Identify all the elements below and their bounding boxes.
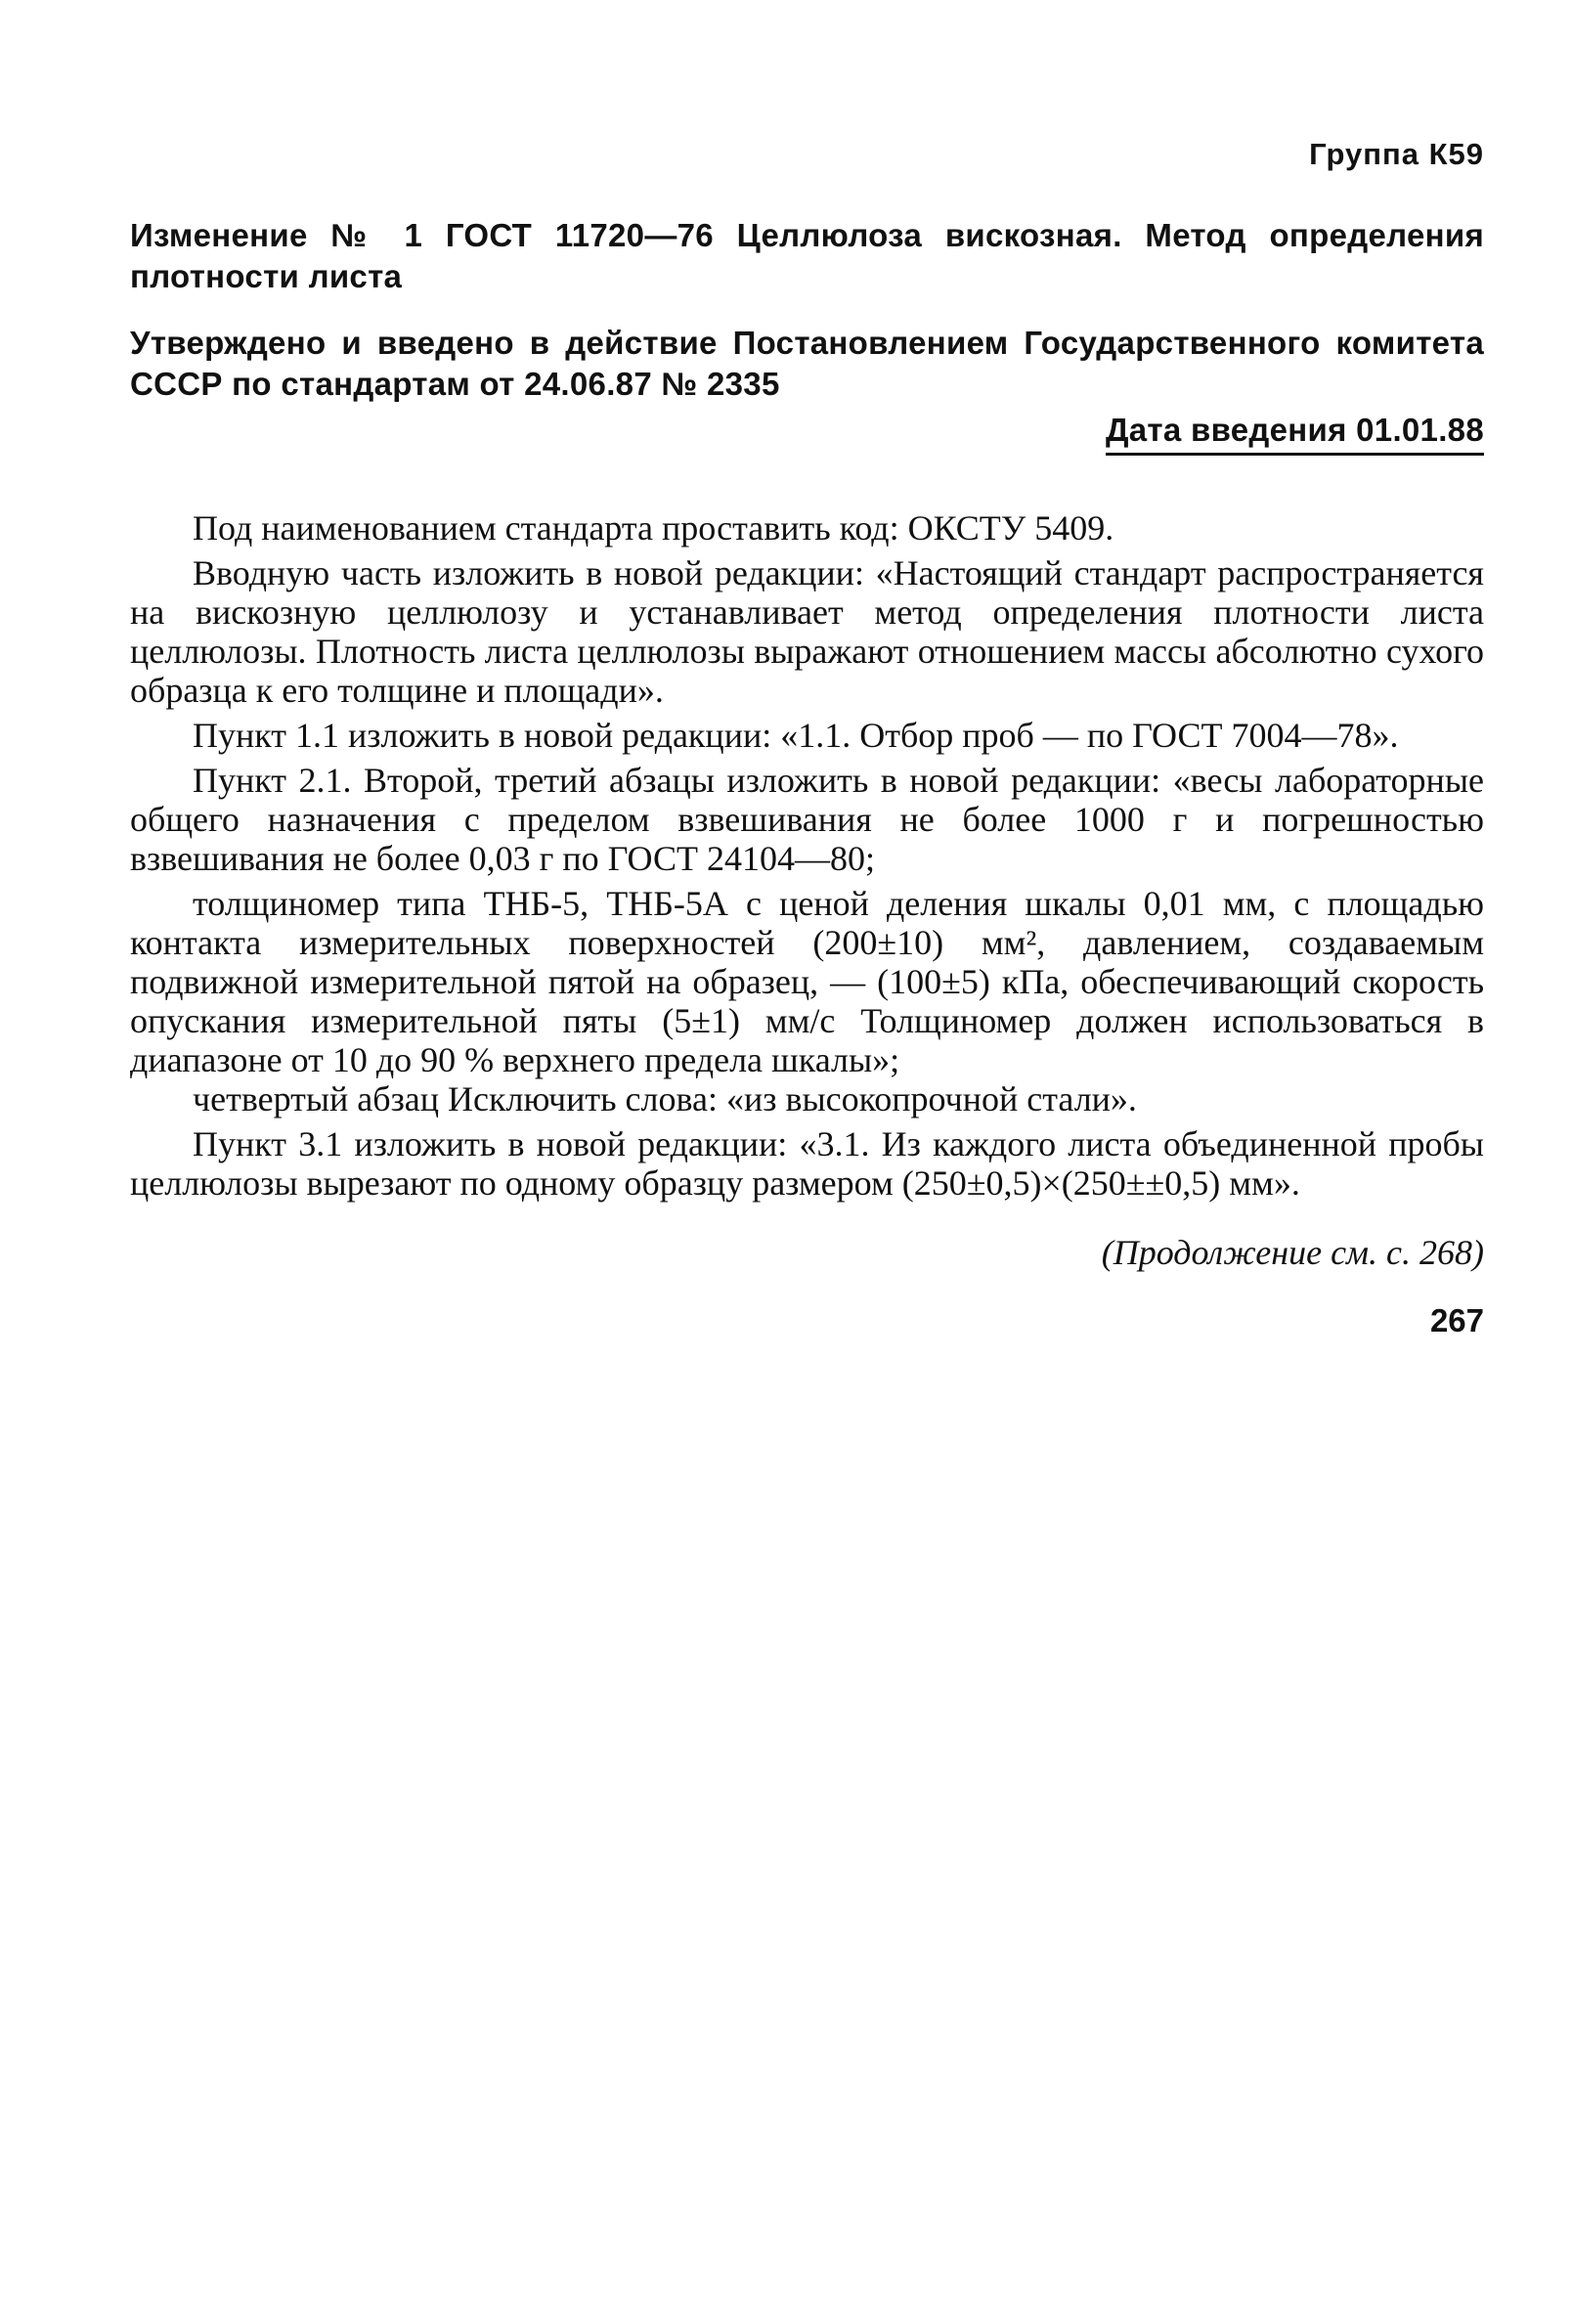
amendment-title: Изменение № 1 ГОСТ 11720—76 Целлюлоза вискозная. Метод определения плотности листа: [130, 217, 1484, 294]
paragraph-clause-2-1-thickness-gauge: толщиномер типа ТНБ-5, ТНБ-5А с ценой деления шкалы 0,01 мм, с площадью контакта измерительных поверхностей (200±10) мм², давлением, создаваемым подвижной измерительной пятой на образец, — (100±5) кПа, обеспечивающий скорость опускания измерительной пяты (5±1) мм/с Толщиномер должен использоваться в диапазоне от 10 до 90 % верхнего предела шкалы»;: [130, 884, 1484, 1079]
group-code: Группа К59: [1309, 137, 1484, 171]
effective-date-row: [130, 411, 1484, 456]
document-page: [130, 137, 1484, 1339]
page-number: 267: [1429, 1302, 1484, 1338]
approval-statement: Утверждено и введено в действие Постановлением Государственного комитета СССР по стандартам от 24.06.87 № 2335: [130, 325, 1484, 402]
paragraph-clause-3-1: Пункт 3.1 изложить в новой редакции: «3.1. Из каждого листа объединенной пробы целлюлозы вырезают по одному образцу размером (250±0,5)×(250±±0,5) мм».: [130, 1124, 1484, 1203]
paragraph-okstu-code: Под наименованием стандарта проставить код: ОКСТУ 5409.: [193, 508, 1114, 548]
paragraph-introduction: Вводную часть изложить в новой редакции: «Настоящий стандарт распространяется на вискозную целлюлозу и устанавливает метод определения плотности листа целлюлозы. Плотность листа целлюлозы выражают отношением массы абсолютно сухого образца к его толщине и площади».: [130, 553, 1484, 710]
paragraph-clause-1-1: Пункт 1.1 изложить в новой редакции: «1.1. Отбор проб — по ГОСТ 7004—78».: [193, 716, 1399, 755]
paragraph-clause-2-1-scales: Пункт 2.1. Второй, третий абзацы изложить в новой редакции: «весы лабораторные общего назначения с пределом взвешивания не более 1000 г и погрешностью взвешивания не более 0,03 г по ГОСТ 24104—80;: [130, 761, 1484, 878]
paragraph-clause-2-1-fourth: четвертый абзац Исключить слова: «из высокопрочной стали».: [193, 1079, 1137, 1118]
amendment-body: [130, 508, 1484, 1203]
continuation-note: (Продолжение см. с. 268): [1101, 1233, 1484, 1272]
effective-date: Дата введения 01.01.88: [1106, 411, 1484, 456]
